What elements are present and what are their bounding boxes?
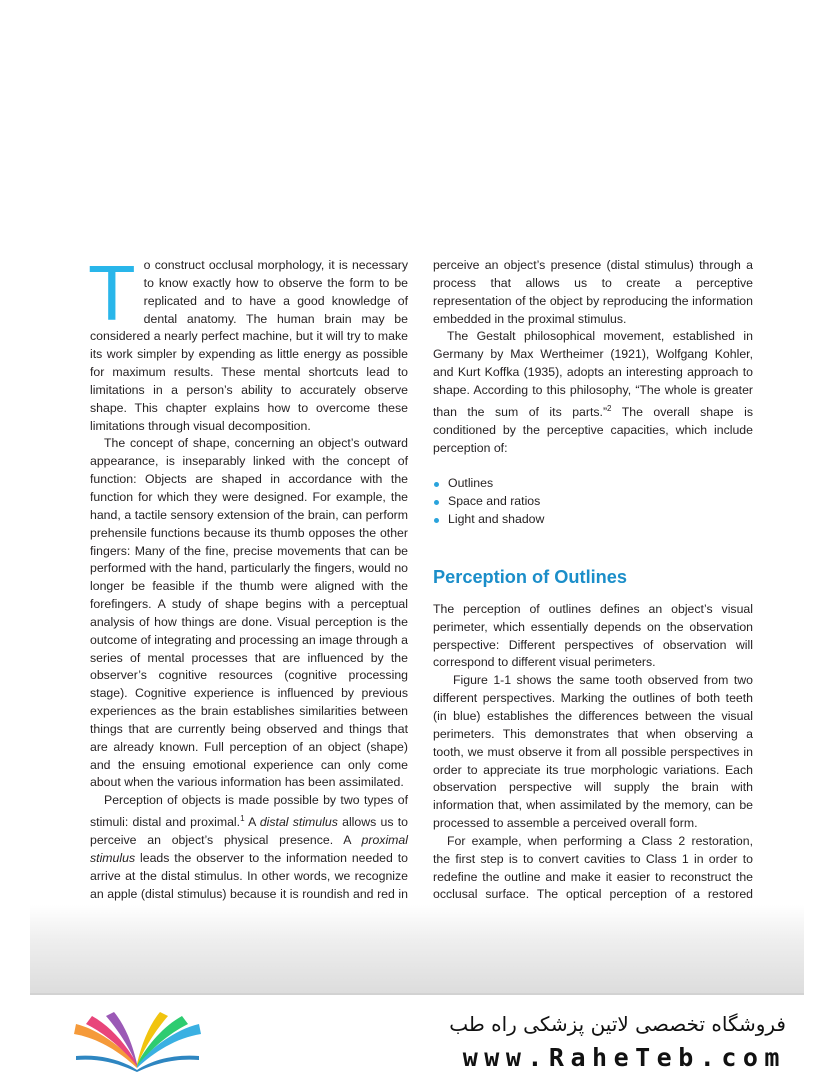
list-item <box>433 475 753 493</box>
shop-url[interactable]: www.RaheTeb.com <box>462 1043 786 1072</box>
list-item <box>433 511 753 529</box>
restoration-paragraph: For example, when performing a Class 2 restoration, the first step is to convert cavities to Class 1 in order to redefine the outline and make it easier to reconstruct the occlusal surface. The optical perception of a restored <box>433 833 753 902</box>
figure-paragraph: Figure 1-1 shows the same tooth observed from two different perspectives. Marking the outlines of both teeth (in blue) establishes the differences between the visual perimeters. This demonstrates that when observing a tooth, we must observe it from all possible perspectives in order to appreciate its true morphologic variations. Each observation perspective will supply the brain with information that, when assimilated by the memory, can be processed to assemble a perceived overall form. <box>433 673 753 831</box>
intro-text: o construct occlusal morphology, it is necessary to know exactly how to observe the form to be replicated and to have a good knowledge of dental anatomy. The human brain may be considered a nearly perfect machine, but it will try to make its work simpler by expending as little energy as possible for maximum results. These mental shortcuts lead to limitations in a person’s ability to accurately observe shape. This chapter explains how to overcome these limitations through visual decomposition. <box>90 258 408 433</box>
continued-paragraph: perceive an object’s presence (distal stimulus) through a process that allows us to create a perceptive representation of the object by reproducing the information embedded in the proximal stimulus. <box>433 258 753 326</box>
footnote-ref-2: 2 <box>607 403 612 413</box>
term-distal-stimulus: distal stimulus <box>259 815 338 830</box>
left-column <box>88 249 408 957</box>
right-column <box>433 257 753 958</box>
gestalt-paragraph <box>433 328 753 457</box>
stimuli-text-b: A <box>244 815 260 830</box>
stimuli-text-a: Perception of objects is made possible by two types of stimuli: distal and proximal. <box>90 793 408 830</box>
book-logo-icon <box>70 1008 205 1072</box>
footer-shadow <box>30 905 804 995</box>
outlines-paragraph: The perception of outlines defines an object’s visual perimeter, which essentially depends on the observation perspective: Different perspectives of observation will correspond to different visual perimeters. <box>433 601 753 670</box>
stimuli-text-d: leads the observer to the information needed to arrive at the distal stimulus. In other words, we recognize an apple (distal stimulus) because it is roundish and red in <box>90 850 408 901</box>
term-proximal-stimulus: proximal stimulus <box>90 833 408 865</box>
gestalt-text-b: The overall shape is conditioned by the perceptive capacities, which include perception of: <box>433 404 753 455</box>
list-item-label: Light and shadow <box>448 512 545 527</box>
list-item-label: Outlines <box>448 476 494 491</box>
shop-name: فروشگاه تخصصی لاتین پزشکی راه طب <box>449 1012 786 1036</box>
perception-list <box>433 475 753 529</box>
list-item-label: Space and ratios <box>448 494 541 509</box>
bullet-icon <box>434 482 439 487</box>
list-item <box>433 493 753 511</box>
gestalt-text-a: The Gestalt philosophical movement, established in Germany by Max Wertheimer (1921), Wolfgang Kohler, and Kurt Koffka (1935), adopts an interesting approach to shape. According to this philosophy, “The whole is greater than the sum of its parts.” <box>433 329 753 419</box>
bullet-icon <box>434 500 439 505</box>
drop-cap: T <box>88 249 136 337</box>
bullet-icon <box>434 518 439 523</box>
footnote-ref-1: 1 <box>240 814 245 824</box>
section-heading: Perception of Outlines <box>433 566 628 587</box>
shape-function-paragraph: The concept of shape, concerning an object’s outward appearance, is inseparably linked with the concept of function: Objects are shaped in accordance with the function for which they were designed. For example, the hand, a tactile sensory extension of the brain, can perform prehensile functions because its thumb opposes the other fingers: Many of the fine, precise movements that can be performed with the hand, particularly the fingers, would no longer be feasible if the thumb were aligned with the forefingers. A study of shape begins with a perceptual analysis of how things are done. Visual perception is the outcome of integrating and processing an image through a series of mental processes that are influenced by the observer’s cognitive resources (cognitive processing stage). Cognitive experience is influenced by previous experiences as the brain establishes similarities between things that are currently being observed and things that are already known. Full perception of an object (shape) and the ensuing emotional experience can only come about when the various information has been assimilated. <box>90 436 408 790</box>
footer-divider <box>30 993 804 995</box>
stimuli-text-c: allows us to perceive an object’s physical presence. A <box>90 815 408 848</box>
intro-paragraph <box>88 249 408 435</box>
